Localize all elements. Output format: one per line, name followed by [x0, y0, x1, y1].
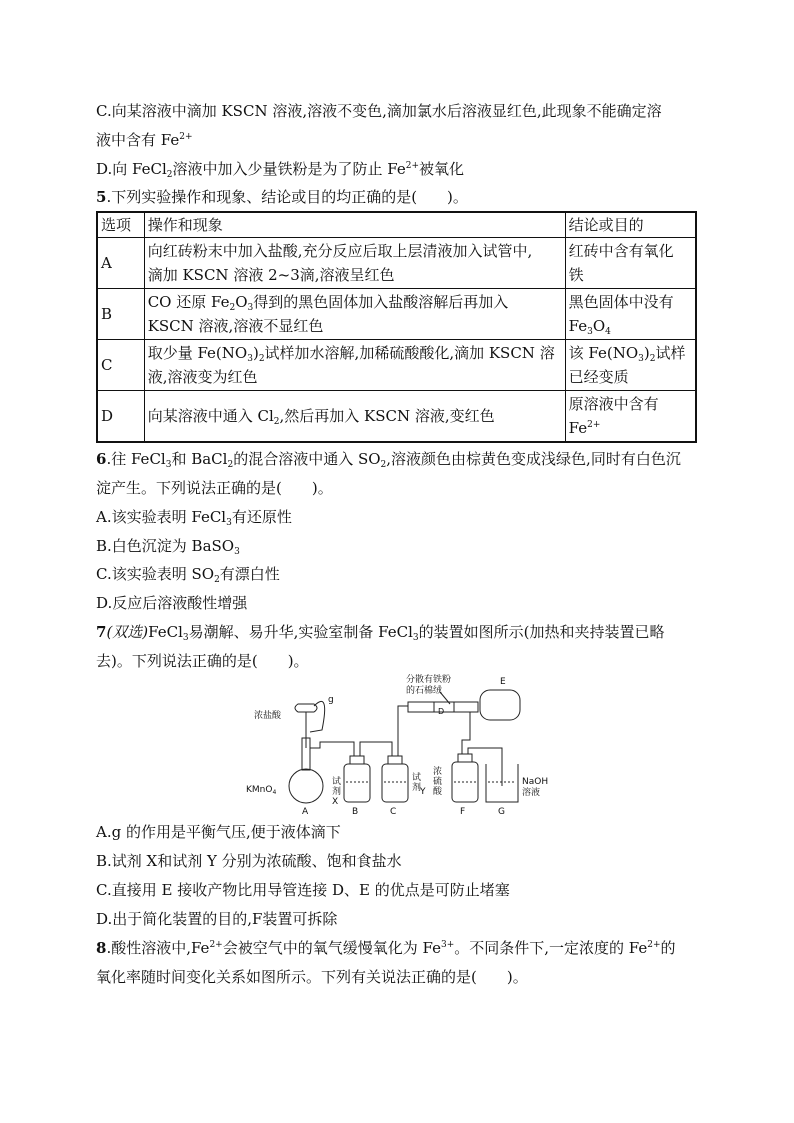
- q6-stem-line1: [96, 449, 681, 469]
- subscript: 2: [166, 170, 173, 180]
- text: 试样: [655, 344, 686, 362]
- bottle-c-cap: [388, 756, 402, 764]
- text: O: [592, 317, 606, 335]
- table-header-cell: 操作和现象: [144, 212, 565, 238]
- text: 。不同条件下,一定浓度的 Fe: [454, 939, 648, 957]
- text: [569, 416, 692, 440]
- bottle-c: [382, 764, 408, 802]
- text: [148, 341, 562, 365]
- table-row: [97, 391, 696, 443]
- label-naoh: NaOH: [522, 777, 549, 787]
- q7-option-b: B.试剂 X和试剂 Y 分别为浓硫酸、饱和食盐水: [96, 852, 402, 870]
- operation-cell: [144, 289, 565, 340]
- label-reagent-x-3: X: [332, 797, 339, 807]
- pressure-tube-g: [310, 701, 325, 732]
- table-row: [97, 238, 696, 289]
- conclusion-cell: [565, 340, 696, 391]
- apparatus-diagram: [240, 670, 560, 820]
- tube-b-c: [360, 742, 392, 756]
- text: 的装置如图所示(加热和夹持装置已略: [418, 623, 665, 641]
- superscript: 3+: [440, 940, 455, 950]
- q4-option-c-line2: [96, 130, 193, 150]
- subscript: 3: [638, 354, 644, 364]
- q4-option-d: [96, 159, 464, 179]
- q7-option-a: A.g 的作用是平衡气压,便于液体滴下: [96, 823, 341, 841]
- text: ,然后再加入 KSCN 溶液,变红色: [279, 407, 495, 425]
- q6-stem-line2: 淀产生。下列说法正确的是( )。: [96, 479, 333, 497]
- bottle-f-cap: [458, 754, 472, 762]
- superscript: 2+: [209, 940, 223, 950]
- text: 向红砖粉末中加入盐酸,充分反应后取上层清液加入试管中,: [147, 242, 533, 260]
- text: [569, 341, 692, 365]
- bottle-b: [344, 764, 370, 802]
- table-row: [97, 340, 696, 391]
- text: KMnO: [246, 785, 273, 795]
- text: KSCN 溶液,溶液不显红色: [147, 317, 324, 335]
- text: .下列实验操作和现象、结论或目的均正确的是( )。: [106, 188, 468, 206]
- text: ): [252, 344, 259, 362]
- text: 的混合溶液中通入 SO: [233, 450, 381, 468]
- text: 试样加水溶解,加稀硫酸酸化,滴加 KSCN 溶: [264, 344, 555, 362]
- label-b: B: [352, 807, 359, 817]
- subscript: 2: [214, 575, 220, 585]
- label-reagent-x-2: 剂: [332, 787, 342, 797]
- text: 和 BaCl: [171, 450, 228, 468]
- question-number: 5: [96, 188, 107, 206]
- text: A.该实验表明 FeCl: [96, 508, 227, 526]
- text: 有漂白性: [219, 565, 280, 583]
- label-conc-h2so4-3: 酸: [433, 787, 443, 797]
- table-header-cell: 选项: [97, 212, 144, 238]
- text: [569, 314, 692, 338]
- label-reagent-y-1: 试: [412, 773, 422, 783]
- text: 已经变质: [568, 368, 629, 386]
- table-header-row: [97, 212, 696, 238]
- subscript: 3: [182, 633, 189, 643]
- tube-f-g: [468, 748, 502, 786]
- q7-stem-line2: 去)。下列说法正确的是( )。: [96, 652, 309, 670]
- q5-stem: [96, 187, 468, 207]
- question-number: 6: [96, 450, 107, 468]
- label-d: D: [438, 707, 445, 716]
- option-cell: A: [97, 238, 144, 289]
- label-iron-powder-2: 的石棉绒: [406, 686, 443, 696]
- subscript: 3: [587, 327, 593, 337]
- text: CO 还原 Fe: [147, 293, 230, 311]
- subscript: 3: [412, 633, 419, 643]
- bottle-b-cap: [350, 756, 364, 764]
- subscript: 3: [234, 547, 240, 557]
- text: 的: [660, 939, 676, 957]
- tube-a-b: [310, 742, 354, 756]
- label-naoh-solution: 溶液: [522, 788, 541, 798]
- text: 该 Fe(NO: [568, 344, 639, 362]
- dropping-funnel: [295, 704, 317, 712]
- label-f: F: [460, 807, 466, 817]
- text: .往 FeCl: [106, 450, 166, 468]
- q4-option-c-line1: C.向某溶液中滴加 KSCN 溶液,溶液不变色,滴加氯水后溶液显红色,此现象不能确定溶: [96, 102, 662, 120]
- q6-option-c: [96, 564, 280, 584]
- label-c: C: [390, 807, 397, 817]
- text: 红砖中含有氧化: [568, 242, 674, 260]
- text: B.白色沉淀为 BaSO: [96, 537, 235, 555]
- option-cell: D: [97, 391, 144, 443]
- label-reagent-y-2: 剂: [412, 783, 422, 793]
- option-cell: C: [97, 340, 144, 391]
- superscript: 2+: [647, 940, 661, 950]
- label-conc-hcl: 浓盐酸: [254, 711, 282, 721]
- q7-option-c: C.直接用 E 接收产物比用导管连接 D、E 的优点是可防止堵塞: [96, 881, 510, 899]
- label-g: g: [328, 695, 334, 705]
- q7-option-d: D.出于简化装置的目的,F装置可拆除: [96, 910, 338, 928]
- text: D.向 FeCl: [96, 160, 167, 178]
- flask-e: [480, 690, 520, 720]
- subscript: 3: [165, 460, 172, 470]
- text: 会被空气中的氧气缓慢氧化为 Fe: [222, 939, 441, 957]
- operation-cell: [144, 340, 565, 391]
- option-cell: B: [97, 289, 144, 340]
- conclusion-cell: [565, 238, 696, 289]
- subscript: 3: [226, 518, 232, 528]
- q6-option-b: [96, 536, 240, 556]
- label-g-beaker: G: [498, 807, 505, 817]
- label-reagent-y-3: Y: [420, 787, 426, 797]
- table-row: [97, 289, 696, 340]
- question-number: 7: [96, 623, 107, 641]
- label-iron-powder-1: 分散有铁粉: [406, 675, 452, 685]
- text: 原溶液中含有: [568, 395, 659, 413]
- text: 黑色固体中没有: [568, 293, 674, 311]
- q5-table: [96, 211, 697, 443]
- text: 向某溶液中通入 Cl: [147, 407, 274, 425]
- text: 液中含有 Fe: [96, 131, 180, 149]
- conclusion-cell: [565, 391, 696, 443]
- table-header-cell: 结论或目的: [565, 212, 696, 238]
- q6-option-a: [96, 507, 292, 527]
- text: 滴加 KSCN 溶液 2~3滴,溶液呈红色: [147, 266, 395, 284]
- text: ,溶液颜色由棕黄色变成浅绿色,同时有白色沉: [386, 450, 681, 468]
- q7-stem-line1: [96, 622, 665, 642]
- q8-stem-line2: 氧化率随时间变化关系如图所示。下列有关说法正确的是( )。: [96, 968, 528, 986]
- question-tag: (双选): [106, 623, 149, 641]
- text: Fe: [568, 317, 588, 335]
- subscript: 2: [229, 303, 236, 313]
- text: 被氧化: [419, 160, 465, 178]
- subscript: 4: [272, 789, 277, 796]
- text: Fe: [568, 419, 588, 437]
- flask-a: [289, 769, 323, 803]
- tube-c-d: [398, 706, 408, 756]
- text: 得到的黑色固体加入盐酸溶解后再加入: [253, 293, 509, 311]
- operation-cell: [144, 238, 565, 289]
- subscript: 3: [247, 354, 253, 364]
- superscript: 2+: [405, 161, 420, 171]
- subscript: 4: [605, 327, 611, 337]
- text: ): [643, 344, 650, 362]
- subscript: 2: [227, 460, 234, 470]
- label-reagent-x-1: 试: [332, 777, 342, 787]
- text: [148, 290, 562, 314]
- subscript: 2: [380, 460, 387, 470]
- label-e: E: [500, 677, 506, 687]
- label-conc-h2so4-1: 浓: [433, 767, 443, 777]
- label-kmno4: [246, 785, 276, 796]
- text: 铁: [568, 266, 584, 284]
- text: 溶液中加入少量铁粉是为了防止 Fe: [172, 160, 406, 178]
- subscript: 2: [273, 417, 280, 427]
- operation-cell: [144, 391, 565, 443]
- superscript: 2+: [179, 132, 193, 142]
- text: 液,溶液变为红色: [147, 368, 258, 386]
- label-a: A: [302, 807, 309, 817]
- text: 有还原性: [231, 508, 292, 526]
- text: 取少量 Fe(NO: [147, 344, 248, 362]
- q6-option-d: D.反应后溶液酸性增强: [96, 594, 248, 612]
- question-number: 8: [96, 939, 107, 957]
- text: FeCl: [148, 623, 183, 641]
- label-conc-h2so4-2: 硫: [433, 777, 443, 787]
- superscript: 2+: [587, 420, 601, 430]
- subscript: 2: [258, 354, 265, 364]
- text: .酸性溶液中,Fe: [106, 939, 210, 957]
- subscript: 2: [649, 354, 656, 364]
- conclusion-cell: [565, 289, 696, 340]
- text: O: [235, 293, 248, 311]
- text: C.该实验表明 SO: [96, 565, 215, 583]
- q8-stem-line1: [96, 938, 676, 958]
- text: 易潮解、易升华,实验室制备 FeCl: [188, 623, 413, 641]
- subscript: 3: [247, 303, 254, 313]
